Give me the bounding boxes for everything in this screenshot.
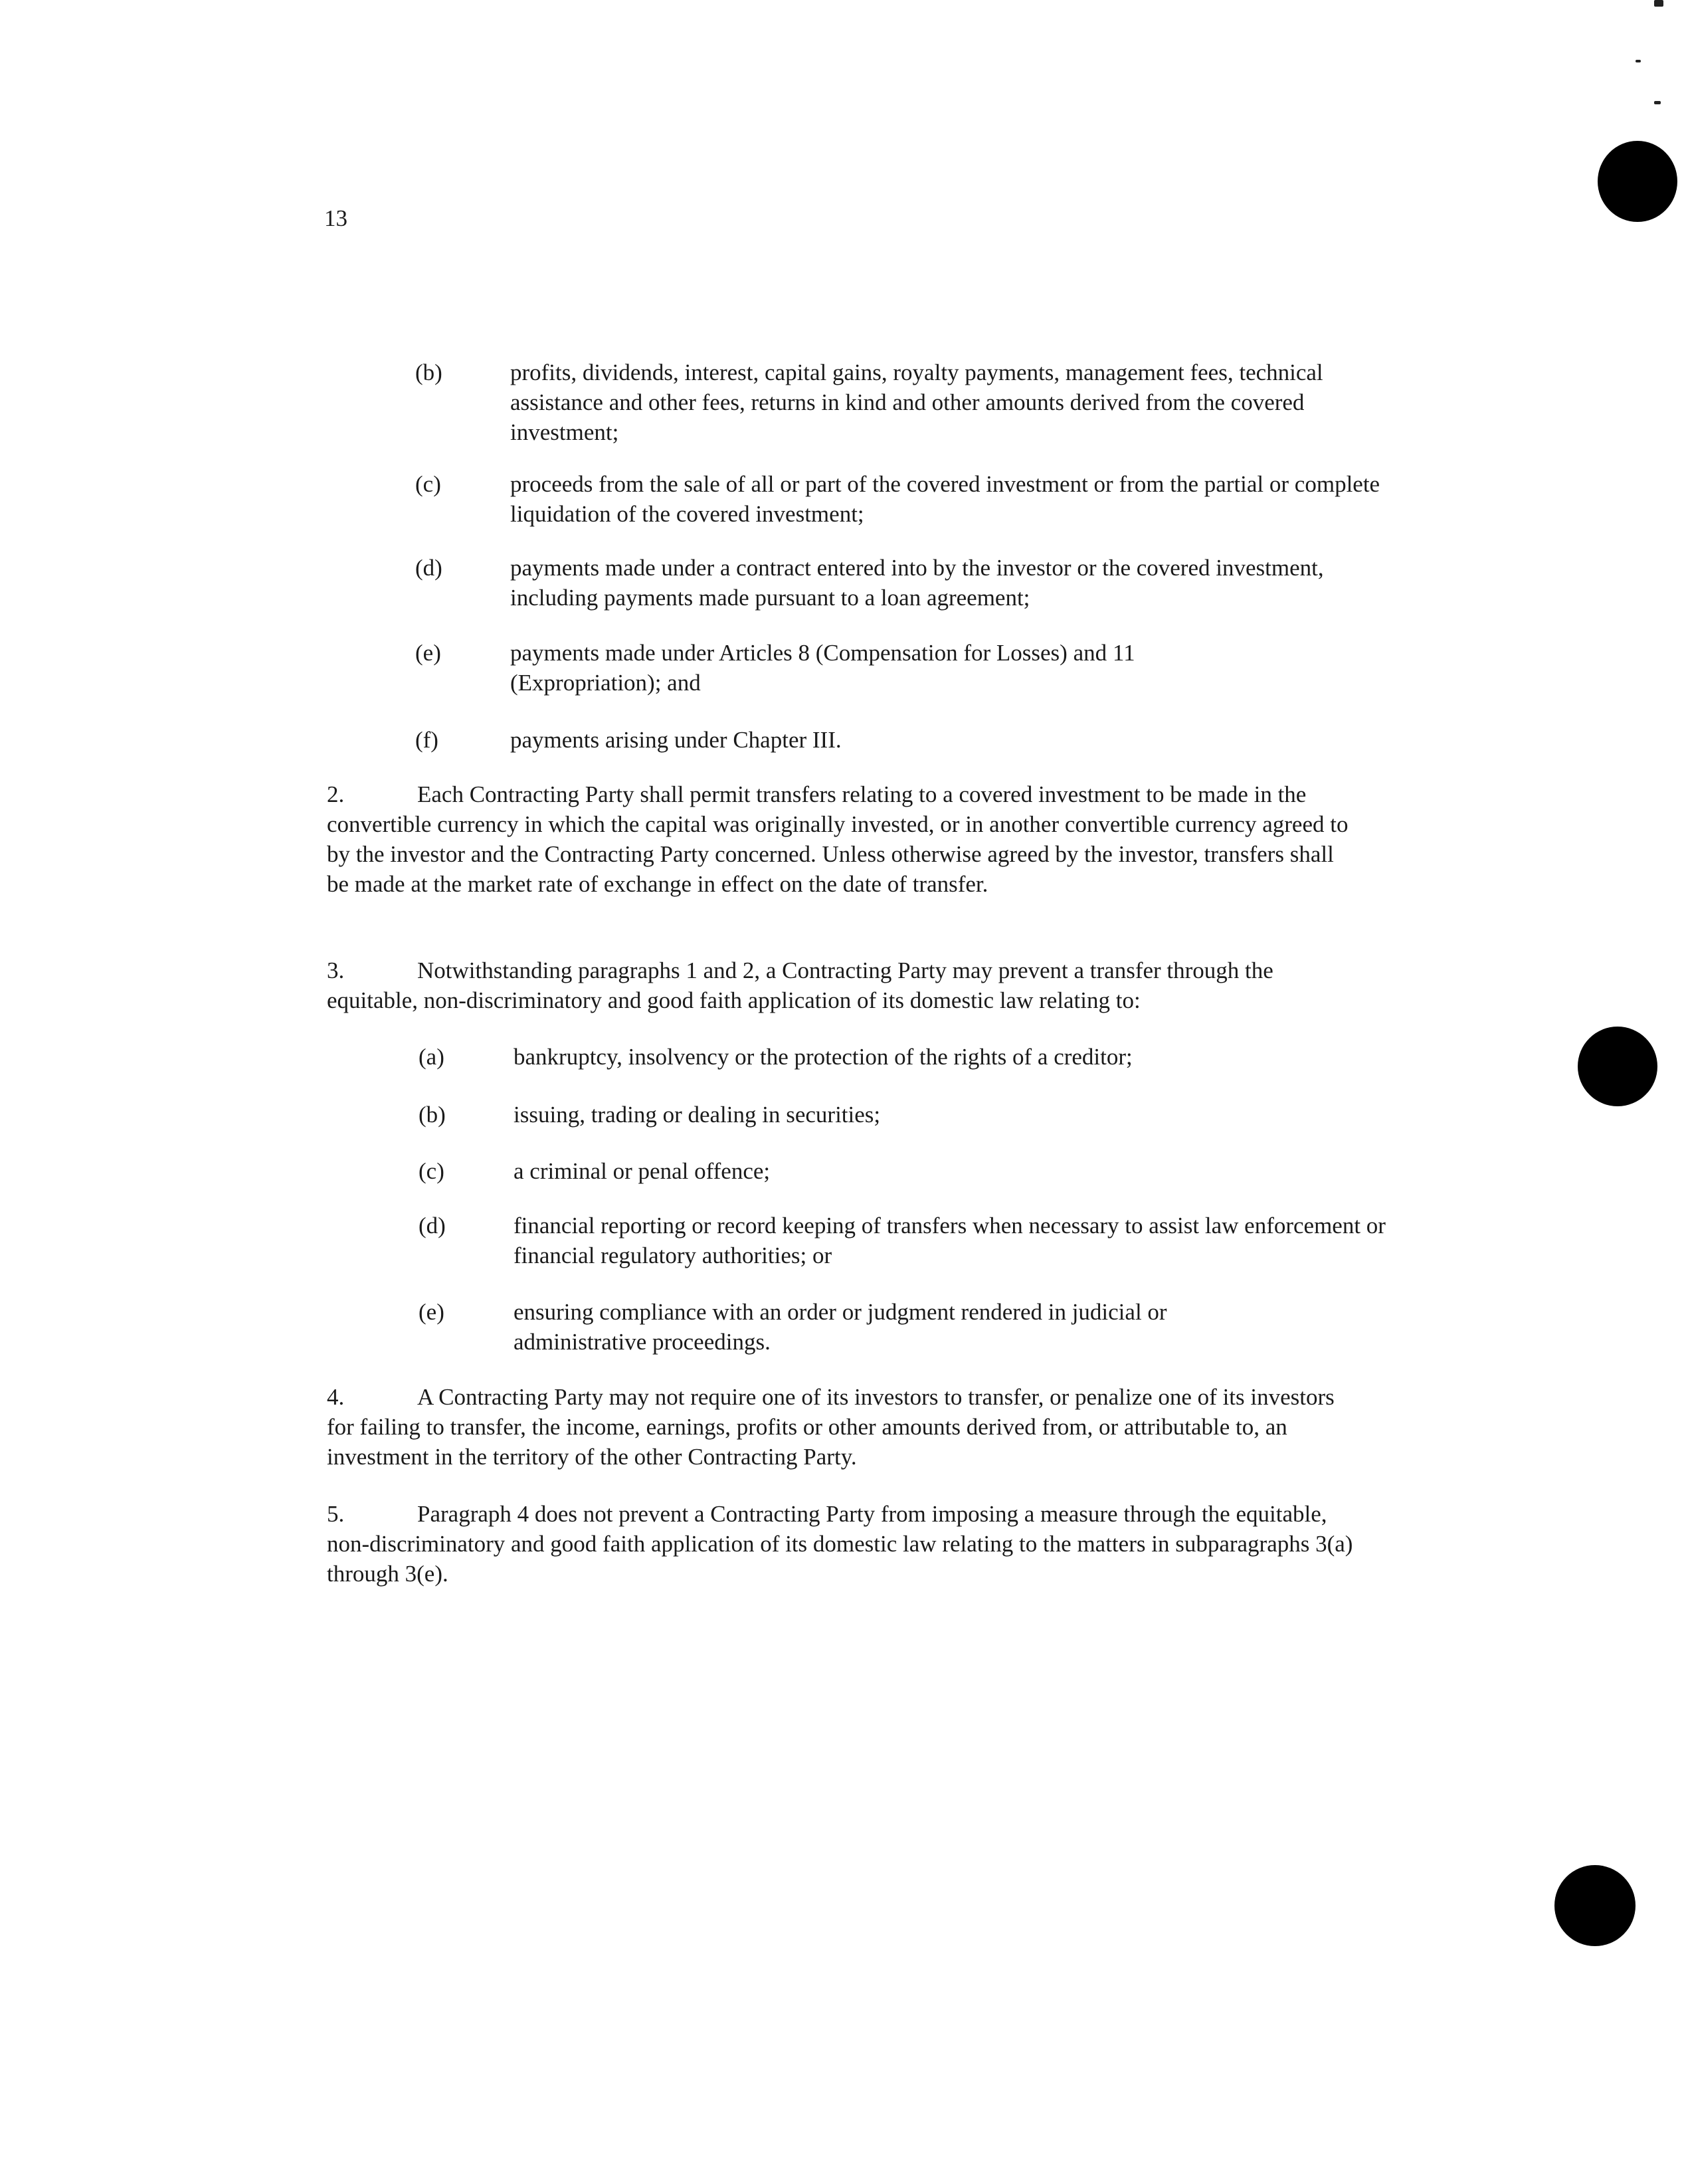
list-item-text: payments made under a contract entered into by the investor or the covered investment, including payments made pursuant to a loan agreement; [510, 555, 1324, 611]
paragraph-5 [327, 1499, 1353, 1589]
scan-speck [1654, 101, 1661, 104]
paragraph-number: 5. [327, 1501, 345, 1527]
paragraph-4 [327, 1382, 1353, 1472]
list-item-text: payments arising under Chapter III. [510, 727, 842, 753]
paragraph-2 [327, 779, 1353, 899]
list-item-label: (d) [415, 555, 442, 581]
list-item-text: a criminal or penal offence; [514, 1158, 771, 1184]
list-item-text: payments made under Articles 8 (Compensation for Losses) and 11 (Expropriation); and [510, 640, 1135, 696]
punch-hole [1598, 141, 1677, 222]
paragraph-number: 4. [327, 1384, 345, 1410]
punch-hole [1578, 1027, 1657, 1106]
list-item-label: (e) [419, 1299, 444, 1325]
paragraph-text: Paragraph 4 does not prevent a Contracting Party from imposing a measure through the equitable, non-discriminatory and good faith application of its domestic law relating to the matters in subparagraphs 3(a) through 3(e). [327, 1501, 1353, 1587]
list-item-text: issuing, trading or dealing in securities; [514, 1102, 881, 1128]
paragraph-number: 3. [327, 957, 345, 983]
list-item-label: (e) [415, 640, 441, 666]
list-item-text: ensuring compliance with an order or judgment rendered in judicial or administrative proceedings. [514, 1299, 1167, 1355]
paragraph-text: A Contracting Party may not require one of its investors to transfer, or penalize one of its investors for failing to transfer, the income, earnings, profits or other amounts derived from, or attributable to, an investment in the territory of the other Contracting Party. [327, 1384, 1335, 1470]
list-item-label: (b) [419, 1102, 446, 1128]
list-item-text: bankruptcy, insolvency or the protection of the rights of a creditor; [514, 1044, 1133, 1070]
list-item-label: (f) [415, 727, 438, 753]
list-item-label: (b) [415, 359, 442, 385]
list-item-text: proceeds from the sale of all or part of the covered investment or from the partial or complete liquidation of the covered investment; [510, 471, 1380, 527]
list-item-label: (c) [415, 471, 441, 497]
list-item-label: (c) [419, 1158, 444, 1184]
list-item-label: (a) [419, 1044, 444, 1070]
scan-speck [1636, 60, 1641, 62]
punch-hole [1554, 1865, 1636, 1946]
paragraph-text: Each Contracting Party shall permit transfers relating to a covered investment to be made in the convertible currency in which the capital was originally invested, or in another convertible currency agreed to by the investor and the Contracting Party concerned. Unless otherwise agreed by the investor, transfers shall be made at the market rate of exchange in effect on the date of transfer. [327, 781, 1349, 897]
paragraph-3 [327, 955, 1353, 1015]
page-number: 13 [324, 205, 347, 231]
list-item-label: (d) [419, 1213, 446, 1239]
paragraph-text: Notwithstanding paragraphs 1 and 2, a Contracting Party may prevent a transfer through the equitable, non-discriminatory and good faith application of its domestic law relating to: [327, 957, 1273, 1013]
list-item-text: profits, dividends, interest, capital gains, royalty payments, management fees, technical assistance and other fees, returns in kind and other amounts derived from the covered investment; [510, 359, 1323, 445]
paragraph-number: 2. [327, 781, 345, 807]
scan-speck [1654, 0, 1663, 7]
list-item-text: financial reporting or record keeping of transfers when necessary to assist law enforcement or financial regulatory authorities; or [514, 1213, 1386, 1268]
